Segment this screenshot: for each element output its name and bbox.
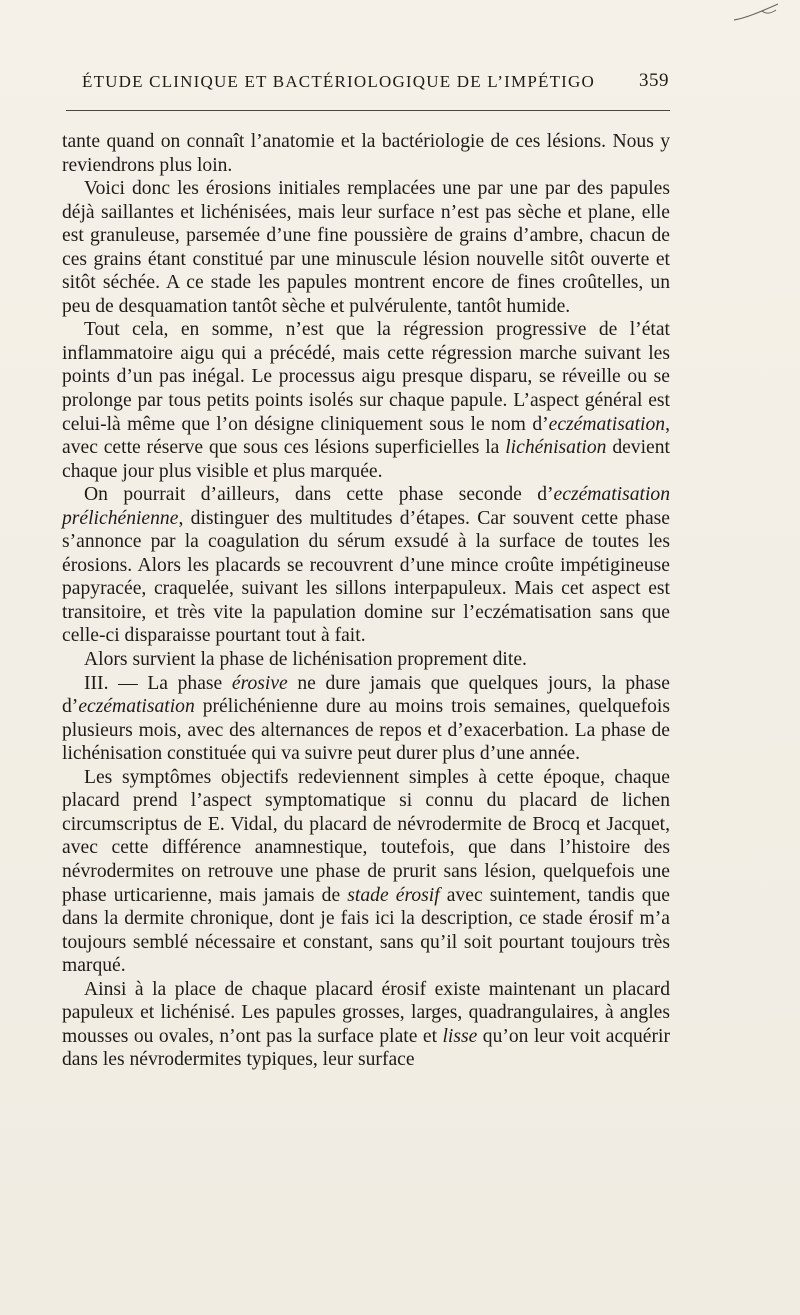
italic-run: stade érosif bbox=[347, 884, 440, 906]
pencil-mark-icon bbox=[732, 2, 782, 24]
body-text bbox=[62, 130, 670, 1072]
page-number: 359 bbox=[639, 70, 669, 91]
italic-run: eczématisation prélichénienne bbox=[62, 484, 670, 529]
paragraph bbox=[62, 318, 670, 483]
text-run: , distinguer des multitudes d’étapes. Car souvent cette phase s’annonce par la coagulation du sérum exsudé à la surface de toutes les érosions. Alors les placards se recouvrent d’une mince croûte impétigineuse papyracée, craquelée, suivant les sillons interpapuleux. Mais cet aspect est transitoire, et très vite la papulation domine sur l’eczématisation sans que celle-ci disparaisse pourtant tout à fait. bbox=[62, 507, 670, 647]
paragraph bbox=[62, 766, 670, 978]
italic-run: lichénisation bbox=[505, 437, 607, 459]
paragraph bbox=[62, 672, 670, 766]
text-run: Voici donc les érosions initiales remplacées une par une par des papules déjà saillantes et lichénisées, mais leur surface n’est pas sèche et plane, elle est granuleuse, parsemée d’une fine poussière de grains d’ambre, chacun de ces grains étant constitué par une minuscule lésion nouvelle sitôt ouverte et sitôt séchée. A ce stade les papules montrent encore de fines croûtelles, un peu de desquamation tantôt sèche et pulvérulente, tantôt humide. bbox=[62, 178, 670, 317]
italic-run: érosive bbox=[231, 672, 288, 694]
text-run: Tout cela, en somme, n’est que la régression progressive de l’état inflammatoire aigu qui a précédé, mais cette régression marche suivant les points d’un pas inégal. Le processus aigu presque disparu, se réveille ou se prolonge par tous petits points isolés sur chaque papule. L’aspect général est celui-là même que l’on désigne cliniquement sous le nom d’ bbox=[62, 319, 670, 435]
text-run: avec suintement, tandis que dans la dermite chronique, dont je fais ici la description, ce stade érosif m’a toujours semblé nécessaire et constant, sans qu’il soit pourtant toujours très marqué. bbox=[62, 884, 670, 977]
text-run: III. — La phase bbox=[84, 672, 232, 694]
italic-run: eczématisation bbox=[78, 696, 195, 718]
paragraph bbox=[62, 978, 670, 1072]
paragraph bbox=[62, 483, 670, 648]
text-run: prélichénienne dure au moins trois semaines, quelquefois plusieurs mois, avec des alternances de repos et d’exacerbation. La phase de lichénisation constituée qui va suivre peut durer plus d’une année. bbox=[62, 696, 670, 765]
running-header bbox=[62, 72, 672, 100]
paragraph bbox=[62, 648, 670, 672]
italic-run: lisse bbox=[442, 1025, 478, 1047]
text-run: Ainsi à la place de chaque placard érosif existe maintenant un placard papuleux et lichénisé. Les papules grosses, larges, quadrangulaires, à angles mousses ou ovales, n’ont pas la surface plate et bbox=[62, 978, 670, 1047]
text-run: tante quand on connaît l’anatomie et la bactériologie de ces lésions. Nous y reviendrons plus loin. bbox=[62, 131, 670, 176]
running-title: ÉTUDE CLINIQUE ET BACTÉRIOLOGIQUE DE L’IMPÉTIGO bbox=[82, 72, 595, 91]
text-run: devient chaque jour plus visible et plus marquée. bbox=[62, 437, 670, 482]
text-run: Alors survient la phase de lichénisation proprement dite. bbox=[84, 649, 527, 671]
text-run: , avec cette réserve que sous ces lésions superficielles la bbox=[62, 413, 670, 459]
text-run: qu’on leur voit acquérir dans les névrodermites typiques, leur surface bbox=[62, 1025, 670, 1071]
italic-run: eczématisation bbox=[548, 413, 666, 435]
paragraph bbox=[62, 130, 670, 177]
paragraph bbox=[62, 177, 670, 318]
text-run: Les symptômes objectifs redeviennent simples à cette époque, chaque placard prend l’aspect symptomatique si connu du placard de lichen circumscriptus de E. Vidal, du placard de névrodermite de Brocq et Jacquet, avec cette différence anamnestique, toutefois, que dans l’histoire des névrodermites on retrouve une phase de prurit sans lésion, quelquefois une phase urticarienne, mais jamais de bbox=[62, 766, 670, 906]
text-run: ne dure jamais que quelques jours, la phase d’ bbox=[62, 672, 670, 718]
header-rule bbox=[66, 110, 670, 111]
text-run: On pourrait d’ailleurs, dans cette phase seconde d’ bbox=[84, 484, 554, 506]
